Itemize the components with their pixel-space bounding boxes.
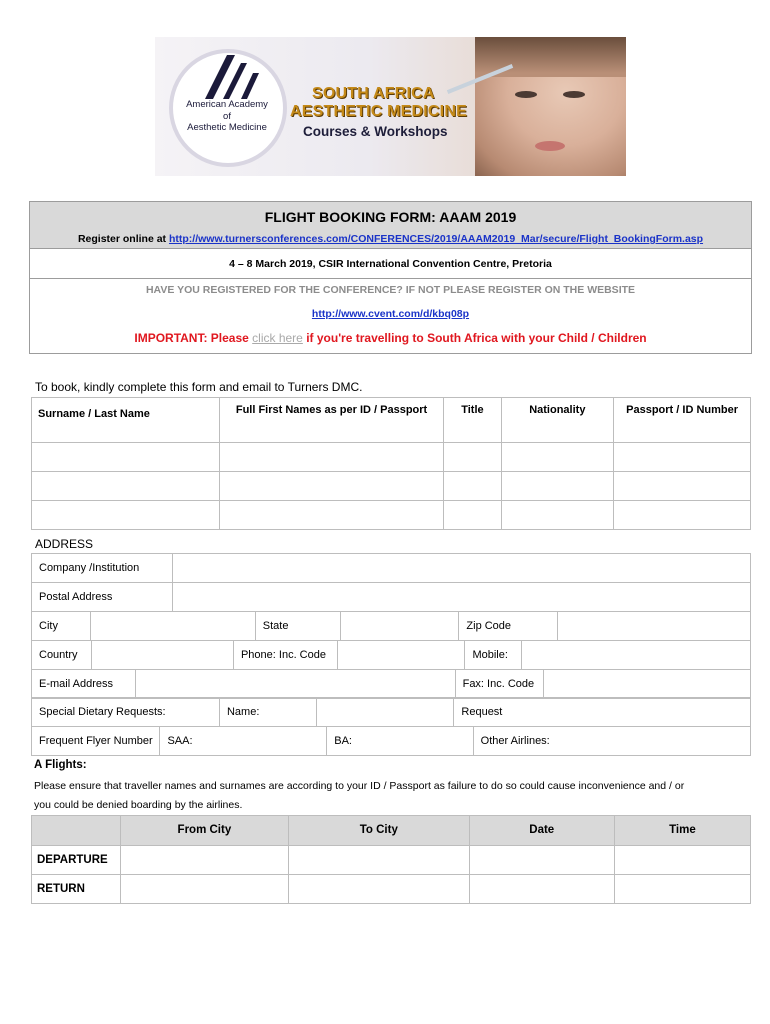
register-line (30, 233, 751, 245)
city-label: City (32, 612, 91, 641)
title-input-1[interactable] (444, 443, 501, 472)
header-time: Time (614, 816, 750, 846)
traveller-table (31, 397, 751, 530)
return-label: RETURN (32, 875, 121, 904)
email-input[interactable] (135, 670, 455, 699)
flights-header-row (32, 816, 751, 846)
form-title: FLIGHT BOOKING FORM: AAAM 2019 (264, 209, 517, 225)
nationality-input-1[interactable] (501, 443, 614, 472)
register-link[interactable]: http://www.turnersconferences.com/CONFERENCES/2019/AAAM2019_Mar/secure/Flight_BookingForm.asp (168, 233, 704, 245)
return-time-input[interactable] (614, 875, 750, 904)
frequent-flyer-row (32, 727, 751, 756)
departure-to-input[interactable] (288, 846, 469, 875)
header-surname: Surname / Last Name (32, 398, 220, 443)
banner-image (155, 37, 626, 176)
dietary-name-input[interactable] (317, 698, 454, 727)
traveller-header-row (32, 398, 751, 443)
right-eye (563, 91, 585, 98)
flights-heading: A Flights: (34, 759, 87, 771)
logo-line-3: Aesthetic Medicine (187, 122, 267, 133)
country-row (32, 641, 751, 670)
registration-question: HAVE YOU REGISTERED FOR THE CONFERENCE? IF NOT PLEASE REGISTER ON THE WEBSITE (145, 284, 636, 296)
important-notice (30, 331, 751, 345)
header-passport: Passport / ID Number (614, 398, 751, 443)
frequent-flyer-label: Frequent Flyer Number (32, 727, 160, 756)
header-from-city: From City (120, 816, 288, 846)
cvent-line (30, 308, 751, 320)
header-first-names: Full First Names as per ID / Passport (219, 398, 444, 443)
company-row (32, 554, 751, 583)
dietary-name-label: Name: (219, 698, 316, 727)
academy-logo-text (177, 99, 277, 134)
return-row (32, 875, 751, 904)
first-names-input-3[interactable] (219, 501, 444, 530)
important-suffix: if you're travelling to South Africa with your Child / Children (302, 331, 647, 345)
passport-input-1[interactable] (614, 443, 751, 472)
flights-note-line-2: you could be denied boarding by the airlines. (34, 799, 243, 811)
left-eye (515, 91, 537, 98)
traveller-row-2 (32, 472, 751, 501)
return-from-input[interactable] (120, 875, 288, 904)
address-heading: ADDRESS (35, 537, 94, 551)
frequent-flyer-table (31, 726, 751, 756)
surname-input-1[interactable] (32, 443, 220, 472)
company-label: Company /Institution (32, 554, 173, 583)
city-input[interactable] (90, 612, 255, 641)
zip-input[interactable] (557, 612, 750, 641)
title-input-2[interactable] (444, 472, 501, 501)
form-header-box (29, 201, 752, 354)
title-input-3[interactable] (444, 501, 501, 530)
country-input[interactable] (91, 641, 233, 670)
departure-from-input[interactable] (120, 846, 288, 875)
company-input[interactable] (172, 554, 750, 583)
dietary-table (31, 697, 751, 727)
departure-label: DEPARTURE (32, 846, 121, 875)
fax-input[interactable] (544, 670, 751, 699)
nationality-input-3[interactable] (501, 501, 614, 530)
saa-field[interactable]: SAA: (160, 727, 327, 756)
intro-text: To book, kindly complete this form and email to Turners DMC. (35, 380, 363, 394)
country-table (31, 640, 751, 670)
logo-line-2: of (223, 110, 231, 122)
traveller-row-1 (32, 443, 751, 472)
click-here-link[interactable]: click here (252, 331, 303, 345)
surname-input-3[interactable] (32, 501, 220, 530)
dietary-label: Special Dietary Requests: (32, 698, 220, 727)
email-row (32, 670, 751, 699)
first-names-input-1[interactable] (219, 443, 444, 472)
flights-note-line-1: Please ensure that traveller names and surnames are according to your ID / Passport as failure to do so could cause inconvenience and / or (34, 780, 685, 792)
academy-logo-mark (201, 55, 261, 99)
surname-input-2[interactable] (32, 472, 220, 501)
dietary-request-label[interactable]: Request (454, 698, 751, 727)
return-date-input[interactable] (469, 875, 614, 904)
important-prefix: IMPORTANT: Please (134, 331, 253, 345)
banner-title-line-2: AESTHETIC MEDICINE (290, 103, 467, 120)
email-label: E-mail Address (32, 670, 136, 699)
flights-table (31, 815, 751, 904)
city-row (32, 612, 751, 641)
banner-subtitle: Courses & Workshops (303, 124, 448, 139)
event-dates: 4 – 8 March 2019, CSIR International Convention Centre, Pretoria (229, 258, 552, 270)
passport-input-2[interactable] (614, 472, 751, 501)
mobile-input[interactable] (521, 641, 751, 670)
mobile-label: Mobile: (465, 641, 521, 670)
phone-input[interactable] (338, 641, 465, 670)
banner-title-line-1: SOUTH AFRICA (312, 85, 435, 102)
departure-row (32, 846, 751, 875)
phone-label: Phone: Inc. Code (233, 641, 337, 670)
flights-header-blank (32, 816, 121, 846)
state-input[interactable] (341, 612, 459, 641)
city-table (31, 611, 751, 641)
header-date: Date (469, 816, 614, 846)
zip-label: Zip Code (459, 612, 558, 641)
first-names-input-2[interactable] (219, 472, 444, 501)
departure-date-input[interactable] (469, 846, 614, 875)
return-to-input[interactable] (288, 875, 469, 904)
departure-time-input[interactable] (614, 846, 750, 875)
postal-label: Postal Address (32, 583, 173, 612)
header-divider (30, 278, 751, 279)
nationality-input-2[interactable] (501, 472, 614, 501)
postal-input[interactable] (172, 583, 750, 612)
traveller-row-3 (32, 501, 751, 530)
other-airlines-field[interactable]: Other Airlines: (473, 727, 750, 756)
register-prefix: Register online at (77, 233, 169, 245)
logo-line-1: American Academy (186, 99, 268, 110)
country-label: Country (32, 641, 92, 670)
postal-row (32, 583, 751, 612)
header-nationality: Nationality (501, 398, 614, 443)
model-face-image (475, 37, 626, 176)
cvent-link[interactable]: http://www.cvent.com/d/kbq08p (311, 308, 470, 320)
passport-input-3[interactable] (614, 501, 751, 530)
email-table (31, 669, 751, 699)
banner-title (290, 85, 490, 121)
lips (535, 141, 565, 151)
state-label: State (255, 612, 340, 641)
ba-field[interactable]: BA: (327, 727, 473, 756)
fax-label: Fax: Inc. Code (455, 670, 544, 699)
header-title: Title (444, 398, 501, 443)
header-to-city: To City (288, 816, 469, 846)
address-table (31, 553, 751, 612)
dietary-row (32, 698, 751, 727)
